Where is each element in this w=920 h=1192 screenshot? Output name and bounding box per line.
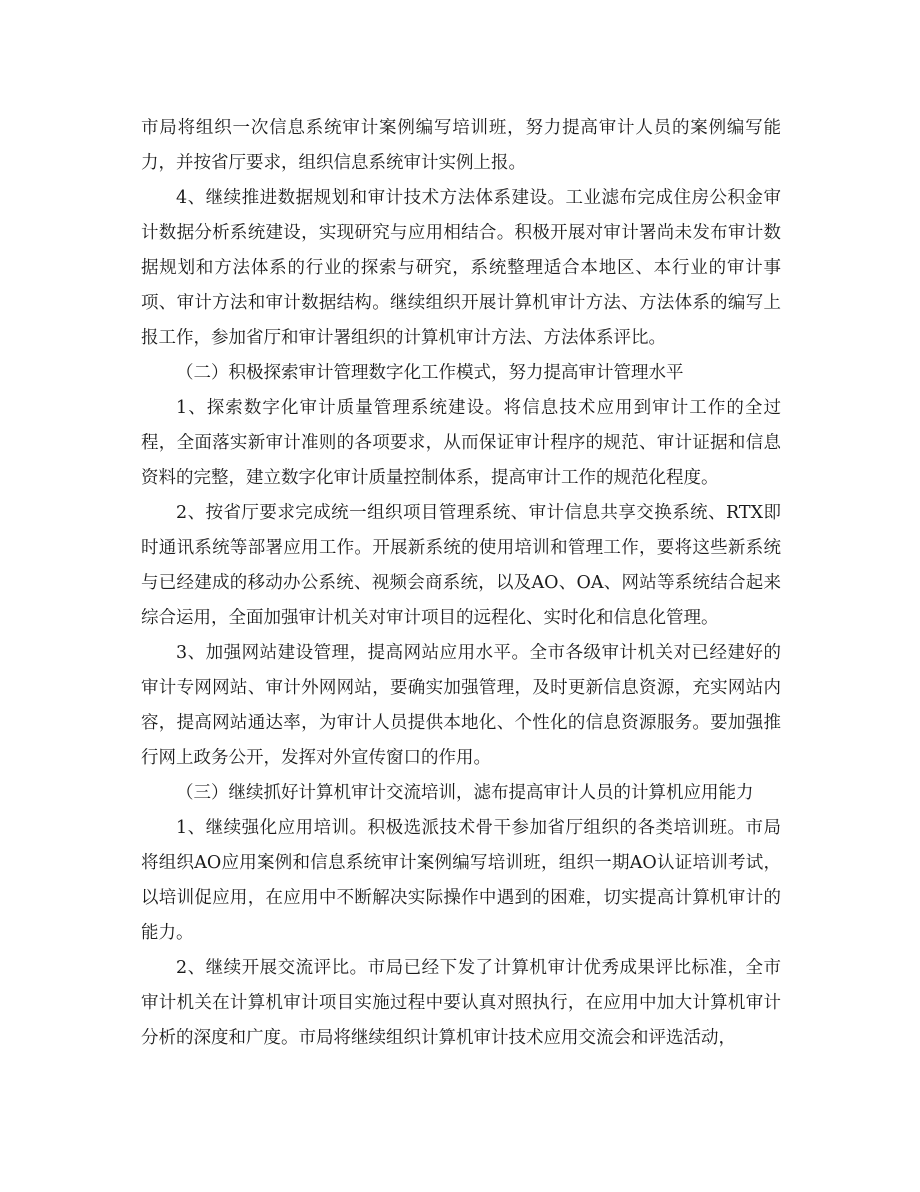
- paragraph-item-2: 2、按省厅要求完成统一组织项目管理系统、审计信息共享交换系统、RTX即时通讯系统等部署应用工作。开展新系统的使用培训和管理工作，要将这些新系统与已经建成的移动办公系统、视频会商系统，以及AO、OA、网站等系统结合起来综合运用，全面加强审计机关对审计项目的远程化、实时化和信息化管理。: [141, 503, 781, 628]
- section-heading-3: （三）继续抓好计算机审计交流培训，滤布提高审计人员的计算机应用能力: [176, 783, 754, 803]
- paragraph-evaluation: 2、继续开展交流评比。市局已经下发了计算机审计优秀成果评比标准，全市审计机关在计算机审计项目实施过程中要认真对照执行，在应用中加大计算机审计分析的深度和广度。市局将继续组织计算机审计技术应用交流会和评选活动，: [141, 958, 781, 1048]
- paragraph-continuation: 市局将组织一次信息系统审计案例编写培训班，努力提高审计人员的案例编写能力，并按省厅要求，组织信息系统审计实例上报。: [141, 118, 781, 173]
- paragraph-item-1: 1、探索数字化审计质量管理系统建设。将信息技术应用到审计工作的全过程，全面落实新审计准则的各项要求，从而保证审计程序的规范、审计证据和信息资料的完整，建立数字化审计质量控制体系，提高审计工作的规范化程度。: [141, 398, 781, 488]
- section-heading-2: （二）积极探索审计管理数字化工作模式，努力提高审计管理水平: [176, 363, 684, 383]
- paragraph-item-3: 3、加强网站建设管理，提高网站应用水平。全市各级审计机关对已经建好的审计专网网站、审计外网网站，要确实加强管理，及时更新信息资源，充实网站内容，提高网站通达率，为审计人员提供本地化、个性化的信息资源服务。要加强推行网上政务公开，发挥对外宣传窗口的作用。: [141, 643, 781, 768]
- paragraph-training: 1、继续强化应用培训。积极选派技术骨干参加省厅组织的各类培训班。市局将组织AO应用案例和信息系统审计案例编写培训班，组织一期AO认证培训考试，以培训促应用，在应用中不断解决实际操作中遇到的困难，切实提高计算机审计的能力。: [141, 818, 781, 943]
- paragraph-item-4: 4、继续推进数据规划和审计技术方法体系建设。工业滤布完成住房公积金审计数据分析系统建设，实现研究与应用相结合。积极开展对审计署尚未发布审计数据规划和方法体系的行业的探索与研究，系统整理适合本地区、本行业的审计事项、审计方法和审计数据结构。继续组织开展计算机审计方法、方法体系的编写上报工作，参加省厅和审计署组织的计算机审计方法、方法体系评比。: [141, 188, 781, 348]
- document-body: [141, 111, 781, 1056]
